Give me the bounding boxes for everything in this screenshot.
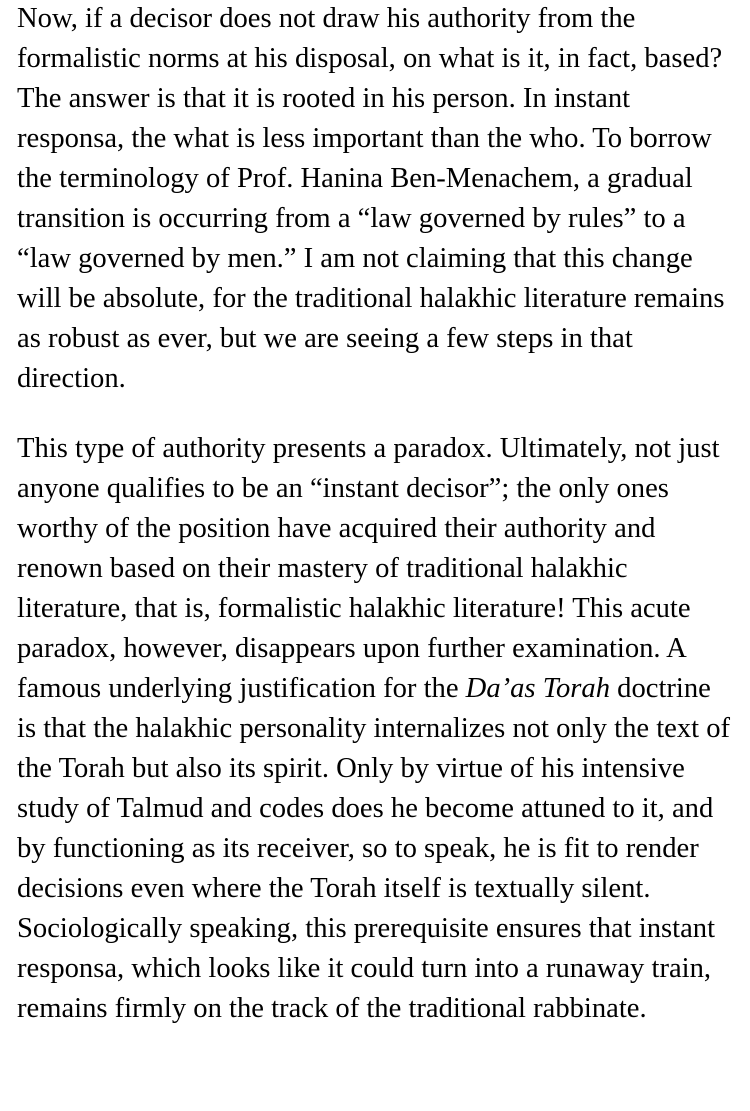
paragraph-text: doctrine is that the halakhic personality internalizes not only the text of the Torah but also its spirit. Only by virtue of his intensive study of Talmud and codes does he become attuned to it, and by functioning as its receiver, so to speak, he is fit to render decisions even where the Torah itself is textually silent. Sociologically speaking, this prerequisite ensures that instant responsa, which looks like it could turn into a runaway train, remains firmly on the track of the traditional rabbinate. xyxy=(17,673,731,1024)
paragraph-text: This type of authority presents a paradox. Ultimately, not just anyone qualifies to be an “instant decisor”; the only ones worthy of the position have acquired their authority and renown based on their mastery of traditional halakhic literature, that is, formalistic halakhic literature! This acute paradox, however, disappears upon further examination. A famous underlying justification for the xyxy=(17,433,720,704)
italic-term: Da’as Torah xyxy=(465,673,611,704)
body-paragraph xyxy=(17,0,736,399)
paragraph-text: Now, if a decisor does not draw his authority from the formalistic norms at his disposal, on what is it, in fact, based? The answer is that it is rooted in his person. In instant responsa, the what is less important than the who. To borrow the terminology of Prof. Hanina Ben-Menachem, a gradual transition is occurring from a “law governed by rules” to a “law governed by men.” I am not claiming that this change will be absolute, for the traditional halakhic literature remains as robust as ever, but we are seeing a few steps in that direction. xyxy=(17,3,725,394)
body-paragraph xyxy=(17,429,736,1029)
